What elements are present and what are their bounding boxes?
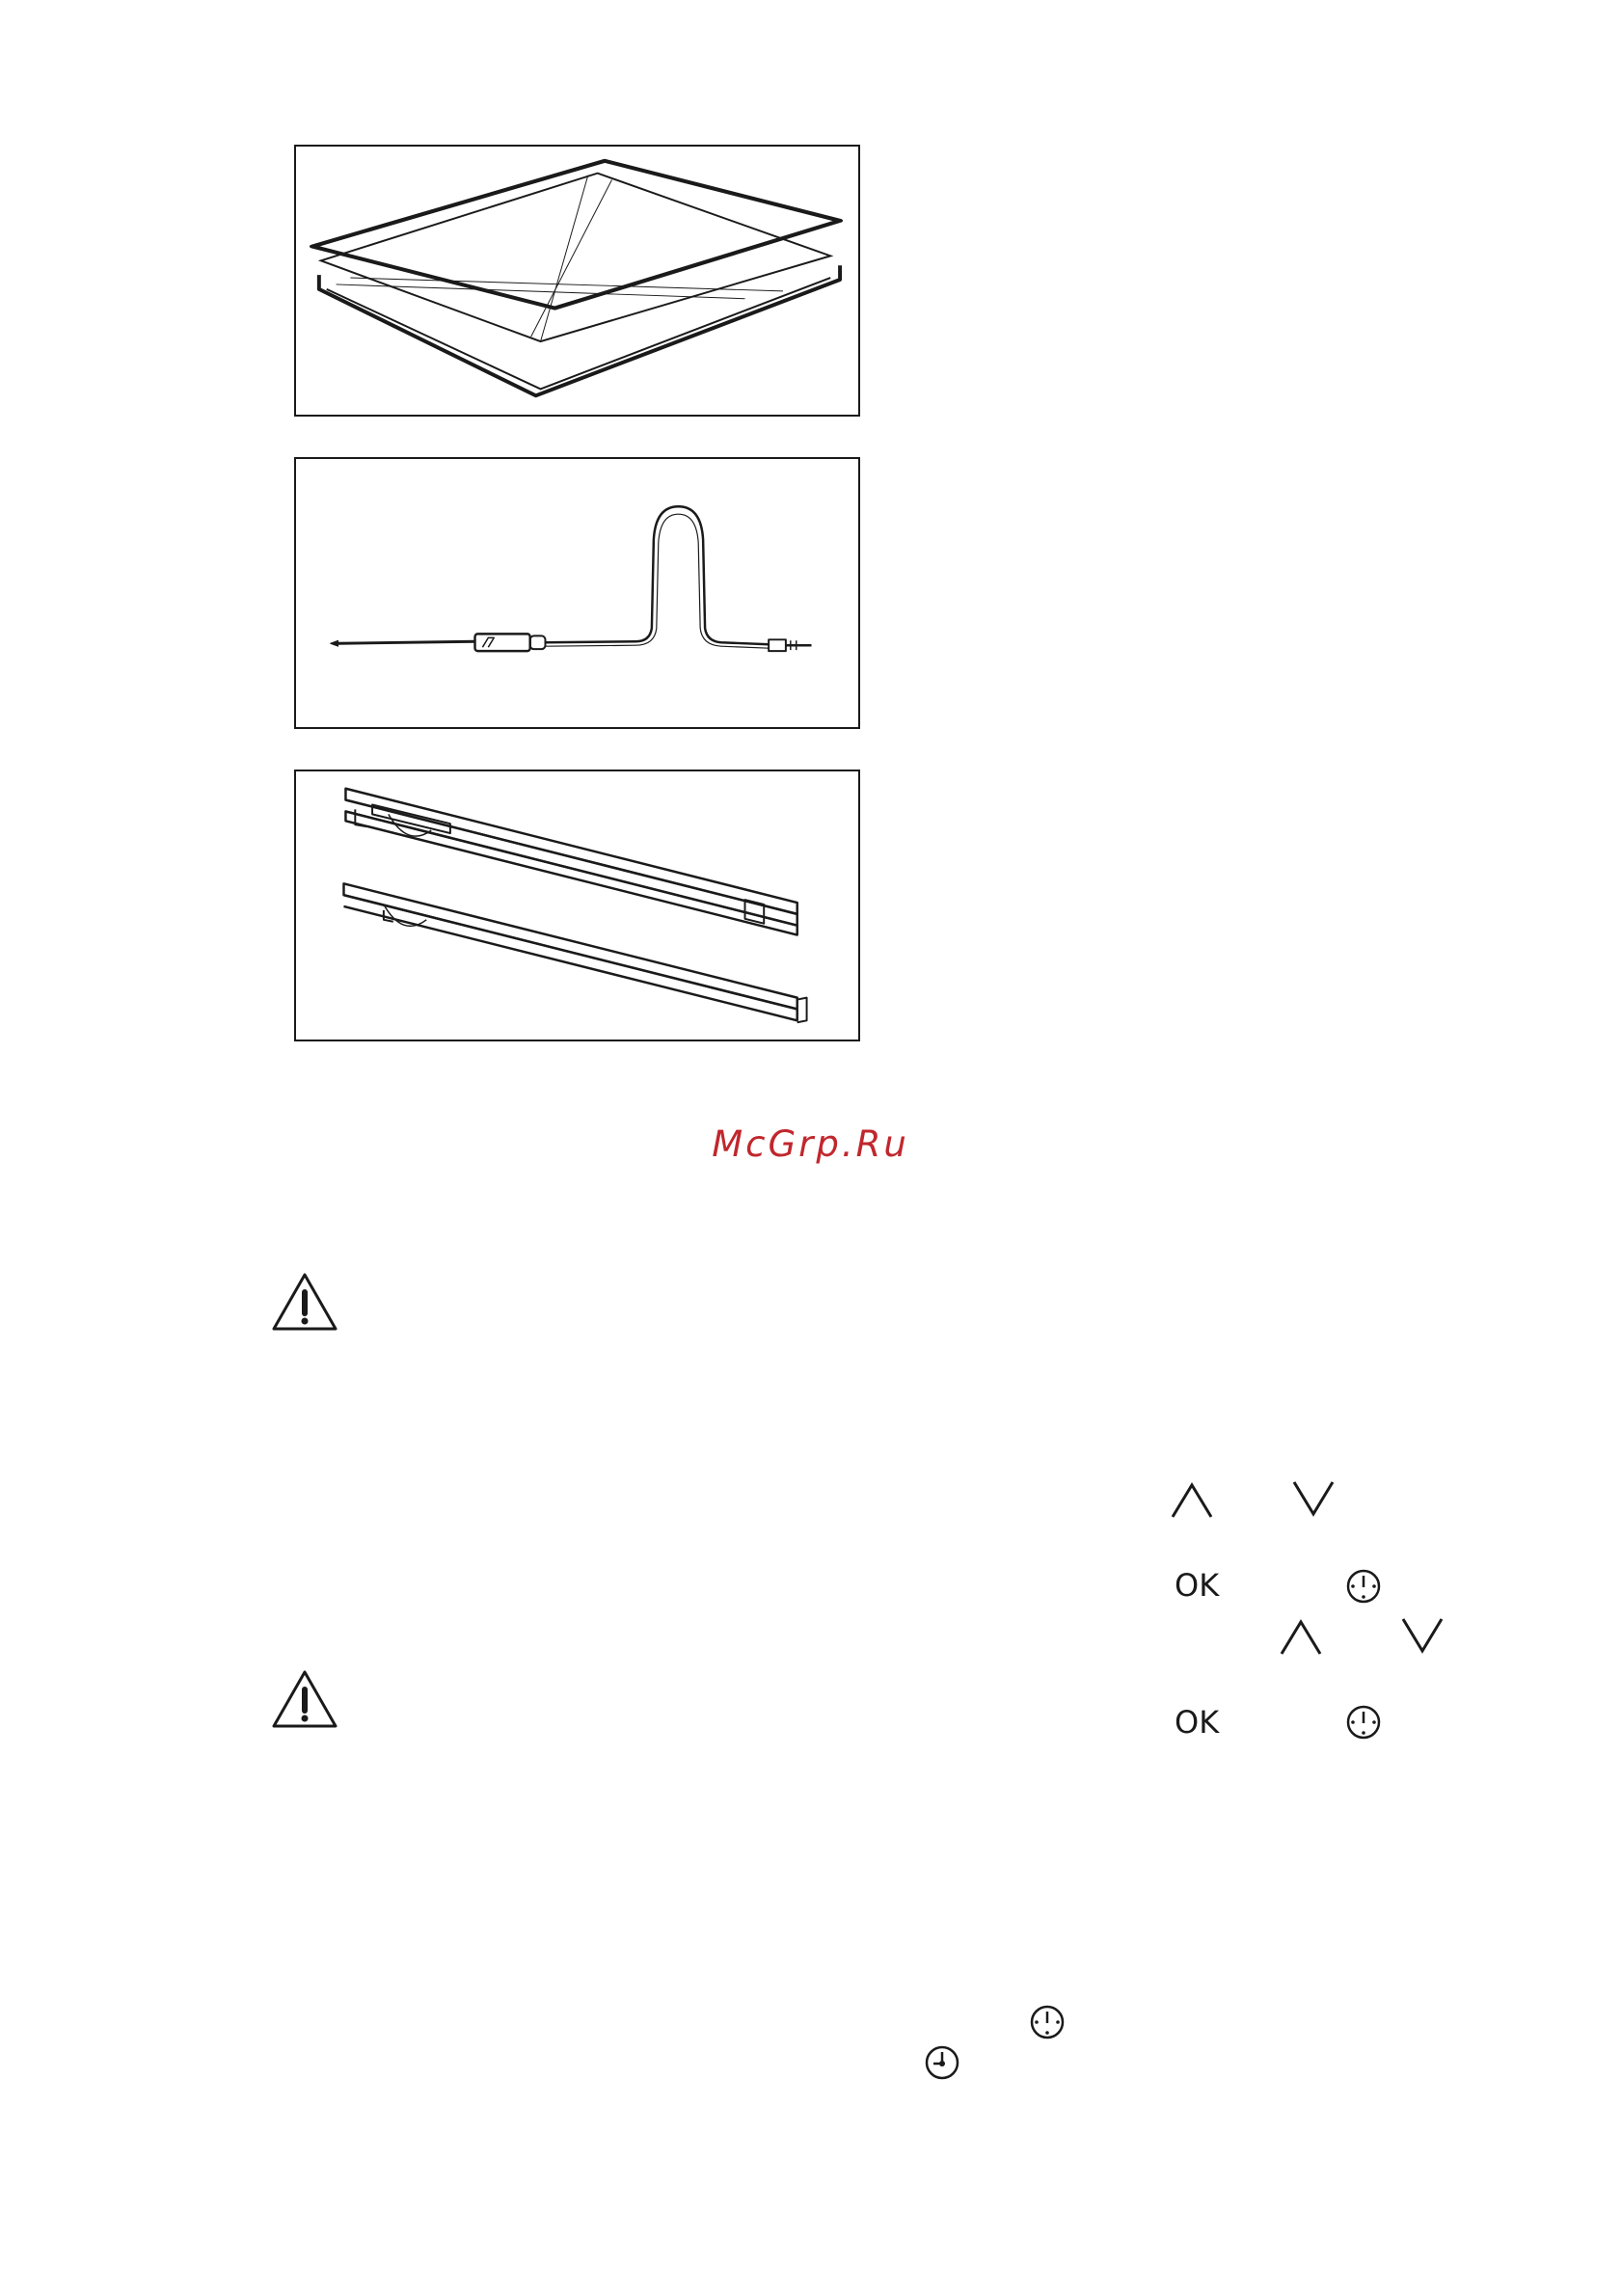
meat-probe-drawing [296, 459, 858, 727]
telescopic-runners-drawing [296, 771, 858, 1040]
chevron-down-icon [1291, 1479, 1336, 1518]
clock-icon [1345, 1568, 1382, 1605]
meat-probe-illustration [294, 457, 860, 729]
clock-icon [1029, 2004, 1066, 2040]
warning-triangle-icon [270, 1668, 339, 1730]
chevron-down-icon [1400, 1616, 1445, 1655]
warning-triangle-icon [270, 1271, 339, 1333]
baking-tray-drawing [296, 147, 858, 415]
watermark: McGrp.Ru [712, 1123, 909, 1165]
baking-tray-illustration [294, 145, 860, 417]
ok-button-symbol: OK [1175, 1567, 1220, 1604]
telescopic-runners-illustration [294, 770, 860, 1041]
clock-icon [1345, 1704, 1382, 1741]
timer-icon [924, 2044, 960, 2081]
ok-button-symbol: OK [1175, 1704, 1220, 1741]
chevron-up-icon [1170, 1481, 1214, 1520]
chevron-up-icon [1279, 1618, 1323, 1657]
